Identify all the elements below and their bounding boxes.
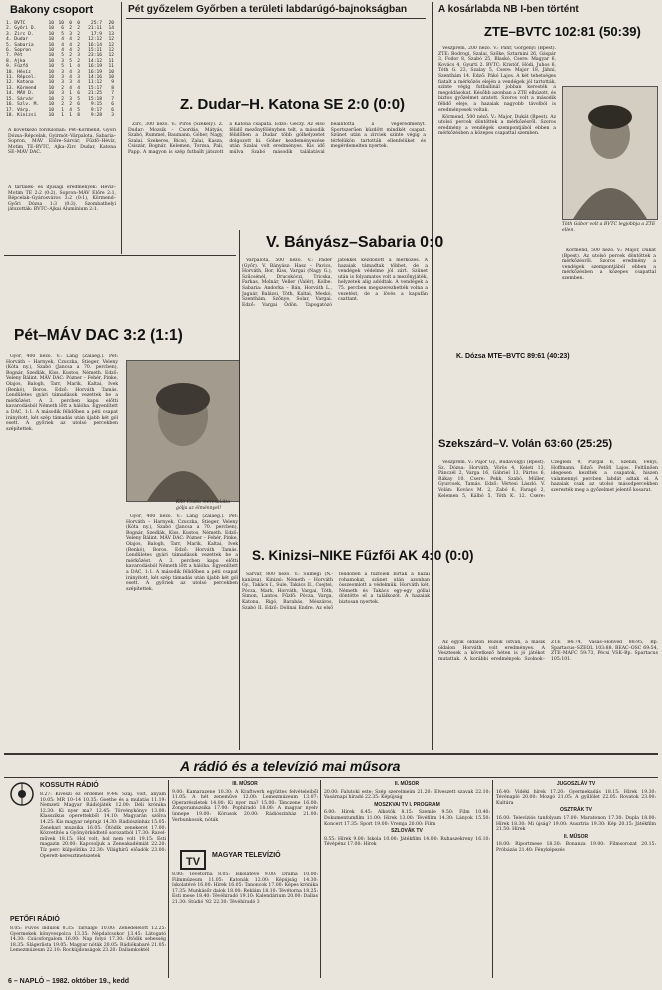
table-cell: 7	[111, 91, 114, 97]
table-cell: 1	[69, 64, 72, 70]
basket-bottom-body	[438, 640, 658, 750]
tv-title: MAGYAR TELEVÍZIÓ	[212, 852, 281, 859]
table-cell: 8	[111, 85, 114, 91]
zte-photo-caption: Tóth Gábor volt a BVTC legjobbja a ZTE ellen.	[562, 222, 656, 233]
table-cell: 10	[48, 75, 54, 81]
table-cell: 4	[69, 107, 72, 113]
tv-divider-3	[492, 780, 493, 978]
table-cell: 15. Sárvár	[6, 96, 34, 102]
pet-top-rule	[4, 255, 236, 256]
table-cell: 2. Győri D.	[6, 26, 37, 32]
table-cell: 12	[108, 53, 114, 59]
table-cell: 2	[77, 37, 80, 43]
table-cell: 10. Hévíz	[6, 69, 31, 75]
table-cell: 3	[69, 96, 72, 102]
pet-divider	[239, 230, 240, 750]
table-cell: 9:17	[90, 107, 102, 113]
table-cell: 8. Ajka	[6, 58, 26, 64]
table-cell: 5	[69, 58, 72, 64]
table-cell: 4. Dudar	[6, 37, 29, 43]
table-cell: 20	[108, 21, 114, 26]
table-cell: 10	[48, 26, 54, 32]
table-cell: 3	[69, 31, 72, 37]
zte-side-body	[562, 248, 656, 358]
table-cell: 15:11	[88, 48, 102, 54]
portrait-illustration-2	[563, 87, 657, 219]
radio-icon	[10, 782, 34, 810]
table-cell: 9	[111, 80, 114, 86]
table-cell: 10	[48, 37, 54, 43]
table-cell: 16:19	[88, 69, 102, 75]
table-cell: 6	[61, 26, 64, 32]
table-cell: 11. Répcel.	[6, 75, 37, 81]
table-cell: 2	[77, 42, 80, 48]
table-cell: 3	[61, 75, 64, 81]
pet-headline: Pét–MÁV DAC 3:2 (1:1)	[14, 327, 183, 344]
kinizsi-body	[242, 572, 430, 752]
pet-text-continued: Győr, 400 néző. V.: Láng (Zalaeg.). Pét: Horváth – Harnyek, Czuczka, Stieger, Veleny (Kóta ny.), Szabó (Jancsa a 70. percben), Bognár, Szedlák, Kiss, Kustos, Németh. Edző: Veleny Bálint. MÁV DAC: Pózner – Fehér, Pinke, Olajos, Balogh, Tarr, Marik, Kaltai, Ivek (Benkó), Boros. Edző: Horváth Tamás. Lendületes gyári támadások vezettek be a mérkőzést. A 3. percben kapu előtti kavarodásból Németh lőtt a hálóba. Egyenlített a DAC, 1:1. A második félidőben a péti csapat irányított, két szép támadás után újabb két gól esett. A győriek az utolsó percekben szépítettek.	[126, 514, 238, 592]
table-cell: 4	[69, 42, 72, 48]
table-cell: 12. Katona	[6, 80, 34, 86]
table-cell: 1	[69, 91, 72, 97]
table-cell: 5	[61, 53, 64, 59]
table-cell: 15:18	[88, 96, 102, 102]
table-cell: 9. Fűzfő	[6, 64, 29, 70]
table-cell: 6	[77, 91, 80, 97]
table-cell: 10	[108, 69, 114, 75]
table-cell: 3. Zirc D.	[6, 31, 34, 37]
table-cell: 3	[61, 91, 64, 97]
table-cell: 17:9	[90, 31, 102, 37]
table-cell: 2	[69, 26, 72, 32]
table-cell: 11:12	[88, 80, 102, 86]
youth-results: A tartalék- és ifjúsági eredmények: Hévíz–Motim TE 2:2 (0:2), Sopron–MÁV Előre 2:1, Répcelak–Gyárosváros 3:2 (0:1), Körmend–Győri Dózsa 1:3 (0:3). Szombathelyi játszották: BVTC–Ajkai Alumínium 2:1.	[8, 185, 116, 213]
table-cell: 7. Pét	[6, 53, 23, 59]
kinizsi-text: Sárvár, 800 néző. V.: Sümegi (N.-kanizsa). Kinizsi: Németh – Horváth Gy., Takács I., Sule, Takács II., Csejtei, Pócza, Mark, Horváth, Vargai, Tóth, Simon, Lantos. Fűzfő: Pócza, Varga, Katona, Rigó, Barabás, Mészáros, Szabó II. Edző: Dolinai Endre. Az első félidőben a fűzfőiek bírták a hazai rohamokat, szünet után azonban összeomlott a védelmük. Horváth két, Németh és Takács egy-egy góllal döntötte el a találkozót. A hazaiak biztosan nyertek.	[242, 572, 430, 611]
austrian2-title: II. MŰSOR	[563, 833, 589, 840]
dudar-headline: Z. Dudar–H. Katona SE 2:0 (0:0)	[180, 96, 406, 113]
table-cell: 10	[48, 21, 54, 26]
table-cell: 10	[48, 85, 54, 91]
mr2-title: II. MŰSOR	[394, 781, 420, 787]
right-banner: A kosárlabda NB I-ben történt	[438, 4, 579, 15]
table-cell: 17. Várp.	[6, 107, 31, 113]
table-cell: 3	[69, 80, 72, 86]
table-cell: 12	[108, 42, 114, 48]
table-cell: 4	[61, 37, 64, 43]
dozsa-text-a: Körmend, 500 néző. V.: Major, Dukát (Bpest). Az utolsó percek döntöttek a mérkőzésről. Szoros eredmény a vendégek szempontjából ebben a mérkőzésben a közepes csapattal szemben.	[438, 114, 556, 137]
table-cell: 16:14	[88, 42, 102, 48]
table-cell: 5	[61, 64, 64, 70]
tv-top-rule	[4, 753, 658, 755]
table-cell: 1	[69, 112, 72, 118]
table-cell: 5. Sabaria	[6, 42, 34, 48]
divider-right	[432, 2, 433, 750]
table-cell: 13	[108, 31, 114, 37]
table-cell: 15:17	[88, 85, 102, 91]
mr3-body: 9.00: Kamarazene 10.30: A Kraftwerk együttes felvételeiből 11.05: A hét zeneműve 12.00: Lemezmúzeum 13.07: Operarészletek 14.00: Ki nyer ma? 15.00: Tánczene 16.00: Zongoramuzsika 17.00: Pophíradó 18.00: A magyar nyelv ünnepe 19.00: Kórusok 20.00: Rádiószínház 21.00: Verbunkosok, nóták	[172, 789, 318, 823]
table-body	[6, 21, 116, 118]
page-footer: 6 – NAPLÓ – 1982. október 19., kedd	[8, 978, 129, 985]
table-row	[6, 113, 116, 118]
svg-text:TV: TV	[186, 856, 201, 868]
table-cell: 5	[61, 31, 64, 37]
austrian-body: 16.00: Televíziós tanfolyam 17.00: Maratonon 17.30: Dupla 18.00: Hírek 18.30: Mi újság? 19.00: Ausztria 19.30: Kép 20.15: Játékfilm 21.50: Hírek	[496, 815, 656, 833]
table-cell: 10	[48, 64, 54, 70]
table-cell: 4	[77, 64, 80, 70]
szlovak-title: SZLOVÁK TV	[391, 828, 423, 835]
table-cell: 4	[77, 85, 80, 91]
mr2-body: 20.00: Falutoki este; Szép szerelmeim 21.20: Elveszett szavak 22.10: Vasárnapi híradó 22.35: Képújság	[324, 789, 490, 801]
table-cell: 2	[77, 48, 80, 54]
mr3-title: III. MŰSOR	[232, 781, 258, 787]
table-cell: 25:7	[90, 21, 102, 26]
table-cell: 3	[61, 80, 64, 86]
table-cell: 1	[61, 112, 64, 118]
table-cell: 0	[77, 21, 80, 26]
banyasz-headline: V. Bányász–Sabaria 0:0	[266, 234, 444, 251]
pet-photo-caption: Kilo Czaba mézesalálta gólja az élménnyel!	[176, 500, 230, 511]
pet-body-left	[6, 354, 118, 758]
table-cell: 10	[48, 102, 54, 108]
table-cell: 12:12	[88, 37, 102, 43]
kossuth-title: KOSSUTH RÁDIÓ	[40, 782, 99, 789]
table-cell: 14	[108, 26, 114, 32]
table-cell: 14:16	[88, 75, 102, 81]
banyasz-text: Várpalota, 500 néző. V.: Páder (Győr). V. Bányász: Hasz – Pavics, Horváth, Bor, Kiss, Vargai (Nagy G.), Szűcsénél, Drucskóczi, Tricska, Farkas, Molnár, Veller (Valér), Kolbe. Sabaria: Andorka – Bán, Horváth L., Jaguár, Balázsi, Tóth, Kaltai, Meskó, Szenthám, Szőnye, Solar, Vargai. Edző: Vargai Ödön. Tapogatózó játékkel kezdődött a mérkőzés. A hazaiak támadtak többet, de a vendégek védelme jól zárt. Szünet után is folyamatos volt a mezőnyjáték, helyzetek alig adódtak. A vendégek a 75. percben megszerezhették volna a vezetést, de a lövés a kapufán csattant.	[242, 258, 428, 308]
banyasz-body	[242, 258, 428, 508]
pet-body-right	[126, 514, 238, 750]
moszkva-title: MOSZKVAI TV I. PROGRAM	[374, 801, 440, 808]
basket-bottom-text: Az egyik oldalon Bozsik István, a másik oldalon Horváth volt eredményes. A Vesztesek a következő héten is jó játékot mutattak. A korábbi eredmények: Szolnok–ZTE 84:74, Vasas–Honvéd 88:95, Bp. Spartacus–SZEOL 103:88. BEAC–OSC 69:54, ZTE–MAFC 59:73, Pécsi VSK–Bp. Spartacus 105:101.	[438, 640, 658, 662]
tv-body: 8.00: Tévétorna 8.05: Iskolatévé 9.00: Dráma 10.00: Filmmúzeum 11.05: Katonák 12.00: Képújság 14.30: Iskolatévé 16.00: Hírek 16.05: Tanoncok 17.00: Képes krónika 17.35: Munkásőr dalok 18.00: Reklám 18.10: Tévétorna 18.25: Esti mese 18.40: Tévéhíradó 19.10: Kalendárium 20.00: Dallas 21.30: Stúdió '82 22.30: Tévéhíradó 3	[172, 872, 318, 905]
table-cell: 2	[69, 102, 72, 108]
table-cell: 10	[48, 91, 54, 97]
table-cell: 10	[48, 112, 54, 118]
zte-body	[438, 46, 556, 352]
table-cell: 4	[61, 42, 64, 48]
table-cell: 21:25	[88, 91, 102, 97]
table-cell: 3	[61, 69, 64, 75]
table-cell: 7	[111, 96, 114, 102]
main-banner: Pét győzelem Győrben a területi labdarúgó-bajnokságban	[128, 4, 408, 15]
table-cell: 2	[77, 58, 80, 64]
table-cell: 2	[61, 102, 64, 108]
table-cell: 3	[77, 53, 80, 59]
pet-player-photo	[126, 360, 240, 502]
table-cell: 3	[111, 112, 114, 118]
table-cell: 12	[108, 48, 114, 54]
table-cell: 2	[61, 96, 64, 102]
jugo-body: 16.40: Vidéki hírek 17.20: Gyermekadás 18.15: Hírek 19.30: Tévénapló 20.00: Mozgó 21.05: A gyűlölet 22.05: Rovatok 23.00: Kultúra	[496, 789, 656, 806]
tv-divider-2	[320, 780, 321, 978]
standings-table	[6, 21, 116, 118]
table-cell: 10	[48, 69, 54, 75]
table-cell: 14:12	[88, 58, 102, 64]
kinizsi-headline: S. Kinizsi–NIKE Fűzfői AK 4:0 (0:0)	[252, 548, 474, 563]
table-cell: 6	[111, 107, 114, 113]
table-cell: 10	[108, 75, 114, 81]
zte-text: Veszprém, 200 néző. V.: Pahr, Görgényi (Bpest). ZTE: Bodrogi, Szalai, Szőke, Sztarnini 26, Gáspár 3, Fodor 8, Szabó 25, Blaskó, Csere: Magyar 6, Kovács 4, Gyurti 2. BVTC: Kristóf, Hódi, Juhos 6, Tóth G. 23, Szalay 5, Csere: Major 18, Jáhni, Szenthám 14. Edző: Pákó Lajos. A két tehetséges fiatalt a mérkőzés elején a vendégek jól tartották, szinte végig futballinál jobban keresték a megoldásokat. Később azonban a ZTE elhúzott, és biztos győzelmet aratott. Szoros volt a második félidő eleje, a hazaiak nagyobb távolból is eredményesek voltak.	[438, 46, 556, 113]
table-cell: 1	[61, 107, 64, 113]
table-cell: 10	[48, 58, 54, 64]
dozsa-text-b: Körmend, 500 néző. V.: Major, Dukát (Bpest). Az utolsó percek döntöttek a mérkőzésről. Szoros eredmény a vendégek szempontjából ebben a mérkőzésben a közepes csapattal szemben.	[562, 248, 656, 281]
table-cell: 2	[61, 85, 64, 91]
table-cell: 0	[69, 21, 72, 26]
dozsa-headline: K. Dózsa MTE–BVTC 89:61 (40:23)	[456, 353, 570, 360]
table-cell: 4	[69, 75, 72, 81]
table-cell: 4	[61, 48, 64, 54]
moszkva-body: 6.00: Hírek 6.45: Alkotók 8.15: Szemle 9.50: Film 10.40: Dokumentumfilm 11.00: Hírek 13.00: Tévéfilm 14.30: Lányok 15.50: Koncert 17.35: Sport 19.00: Vremja 20.00: Film	[324, 810, 490, 827]
dudar-text: Zirc, 300 néző. V.: Piros (Székely). Z. Dudar: Mozsik – Csordás, Mátyás, Szabó, Rummel, Baumann, Góher, Nagy, Szalai. Szekeres, Bicsó, Zalai, Kasza, Csiszár, Bognár, Kelemen, Torzsa, Pali, Papp. A magyon is szép futballt játszott a Katona csapata. Edző: Géczy. Az első félidő mezőnyfölényben telt, a második félidőben a Dudar több gólhelyzetet dolgozott ki. Góher kezdeményezése után Szalai volt eredményes. Kis idő múlva Szabó második találatával beállította a végeredményt. Sportszerűen küzdött mindkét csapat. Szünet után a zirciek szinte végig a térfelükön tartották ellenfelüket és megérdemelten nyertek.	[128, 122, 426, 155]
table-cell: 16. Szlv. M.	[6, 102, 40, 108]
table-cell: 14. MÁV D.	[6, 91, 34, 97]
table-cell: 3	[61, 58, 64, 64]
table-cell: 6	[77, 102, 80, 108]
table-cell: 3	[77, 75, 80, 81]
petofi-title: PETŐFI RÁDIÓ	[10, 916, 60, 923]
table-cell: 6. Sopron	[6, 48, 31, 54]
zte-headline: ZTE–BVTC 102:81 (50:39)	[484, 24, 641, 39]
table-cell: 10	[48, 42, 54, 48]
table-cell: 21:11	[88, 26, 102, 32]
kossuth-body: 8.27: Kiveszi ez érdemel 9.44: Száj. volt, anyam 10.05: MR 10–14 10.35: Goethe és a mulatás 11.19: Nemzeti Magyar Rádiójáték 12.00: Déli krónika 12.30: Ki nyer ma? 12.45: Törvénykönyv 13.00: Klasszikus operettekből 14.10: Magyarán szólva 14.25: Kis magyar néprajz 14.30: Rádiószínház 15.05: Zenekari muzsika 16.05: Ötödik zenekeret 17.00: Közvetítés a Gyönyörködtető sorozatból 17.30: Ravel-művek 18.15: Hol volt, hol nem volt 19.15: Esti magazin 20.00: Kapcsoljuk a Zeneakadémiát 22.20: Tíz perc külpolitika 22.30: Világhírű előadók 23.00: Operett-keresztmetszetek	[40, 792, 166, 859]
table-cell: 9:15	[90, 102, 102, 108]
table-cell: 9:28	[90, 112, 102, 118]
tv-divider-1	[168, 780, 169, 978]
szekszard-text: Veszprém. V.: Pajor Gy., Budavölgyi (Bpest). Sz. Dózsa: Horváth, Vörös 4, Keleti 13, Pánczél 2, Varga 16, Gábriel 13, Pártos 6, Rákay 10. Csere: Pekk, Szabó, Müller, Gyurcsek, Tamás. Edző: Vértesi László. V. Volán: Kovács M. 2, Zabó 6, Faragó 2, Kelemen 5, Kálbó 5, Töth K. 12. Csere: Czeglédi 9, Purgal 6, Szendi, Fényi, Hoffmann. Edző: Petőfi Lajos. Feltűnően idegesen kezdtek a csapatok, hiszen valamennyi percben labdát adtak el. A hazaiak csak az utolsó másodpercekben szerezték meg a győzelmet jelentő kosarat.	[438, 460, 658, 499]
table-cell: 4	[69, 48, 72, 54]
radio-tv-banner: A rádió és a televízió mai műsora	[180, 758, 401, 774]
table-cell: 16:19	[88, 64, 102, 70]
table-cell: 11	[108, 58, 114, 64]
table-cell: 2	[77, 26, 80, 32]
table-cell: 10	[58, 21, 64, 26]
table-cell: 13. Körmend	[6, 85, 37, 91]
zte-player-photo	[562, 86, 658, 220]
table-cell: 12	[108, 37, 114, 43]
table-cell: 3	[77, 69, 80, 75]
table-cell: 10	[48, 80, 54, 86]
table-cell: 5	[77, 96, 80, 102]
divider-left	[121, 2, 122, 254]
top-rule	[126, 18, 426, 19]
portrait-illustration	[127, 361, 239, 501]
petofi-body: 8.05: Fúvós indulók 8.35: Társalgó 10.00: Zenedélelőtt 12.25: Gyermekek könyvespolca 13.35: Népdalcsokor 13.45: Látogató 14.30: Csúcsforgalom 16.00: Nap folyó 17.30: Ötödik sebesség 18.35: Slágerlista 19.05: Magyar nóták 20.05: Rádiókabaré 21.05: Lemezmúzeum 22.10: Rockújdonságok 23.20: Dallamkoktél	[10, 926, 166, 954]
section-title: Bakony csoport	[10, 4, 94, 16]
radio-col4	[496, 780, 656, 978]
austrian2-body: 18.00: Riportmese 18.30: Bonanza 19.00: Filmsorozat 20.15: Próbázás 21.40: Fényképezés	[496, 842, 656, 853]
table-cell: 2	[77, 31, 80, 37]
dudar-body	[128, 122, 426, 226]
jugo-title: JUGOSZLÁV TV	[556, 781, 596, 787]
table-cell: 10	[48, 107, 54, 113]
table-cell: 6	[111, 102, 114, 108]
pet-text: Győr, 400 néző. V.: Láng (Zalaeg.). Pét: Horváth – Harnyek, Czuczka, Stieger, Veleny (Kóta ny.), Szabó (Jancsa a 70. percben), Bognár, Szedlák, Kiss, Kustos, Németh. Edző: Veleny Bálint. MÁV DAC: Pózner – Fehér, Pinke, Olajos, Balogh, Tarr, Marik, Kaltai, Ivek (Benkó), Boros. Edző: Horváth Tamás. Lendületes gyári támadások vezettek be a mérkőzést. A 3. percben kapu előtti kavarodásból Németh lőtt a hálóba. Egyenlített a DAC, 1:1. A második félidőben a péti csapat irányított, két szép támadás után újabb két gól esett. A győriek az utolsó percekben szépítettek.	[6, 354, 118, 432]
table-cell: 4	[69, 69, 72, 75]
table-cell: 18. Kinizsi	[6, 112, 37, 118]
table-cell: 11	[108, 64, 114, 70]
table-cell: 4	[69, 85, 72, 91]
table-cell: 4	[69, 37, 72, 43]
table-cell: 5	[77, 107, 80, 113]
next-round-note: A következő fordulóban: Pét–Körmend, Győri Dózsa–Répcelak, Gyirmót–Várpalota, Sabaria–Sopron, MÁV Előre–Sárvár, Fűzfő–Hévíz, Motim TE–BVTC, Ajka–Zirc Dudar, Katona SE–MÁV DAC.	[8, 128, 116, 156]
tv-banner-rule	[4, 777, 658, 778]
szekszard-body	[438, 460, 658, 635]
radio-col3	[324, 780, 490, 978]
table-cell: 10	[48, 96, 54, 102]
szlovak-body: 8.55: Hírek 9.00: Iskola 10.00: Játékfilm 14.00: Ruhaszekreny 16.10: Tévépénz 17.00: Hírek	[324, 836, 490, 848]
table-cell: 8	[77, 112, 80, 118]
table-cell: 1. BVTC	[6, 21, 26, 26]
table-cell: 10	[48, 48, 54, 54]
table-cell: 10	[48, 53, 54, 59]
table-cell: 4	[77, 80, 80, 86]
table-cell: 2	[69, 53, 72, 59]
austrian-title: OSZTRÁK TV	[560, 807, 592, 814]
szekszard-headline: Szekszárd–V. Volán 63:60 (25:25)	[438, 438, 613, 450]
table-cell: 23:16	[88, 53, 102, 59]
table-cell: 10	[48, 31, 54, 37]
radio-col2	[172, 780, 318, 848]
